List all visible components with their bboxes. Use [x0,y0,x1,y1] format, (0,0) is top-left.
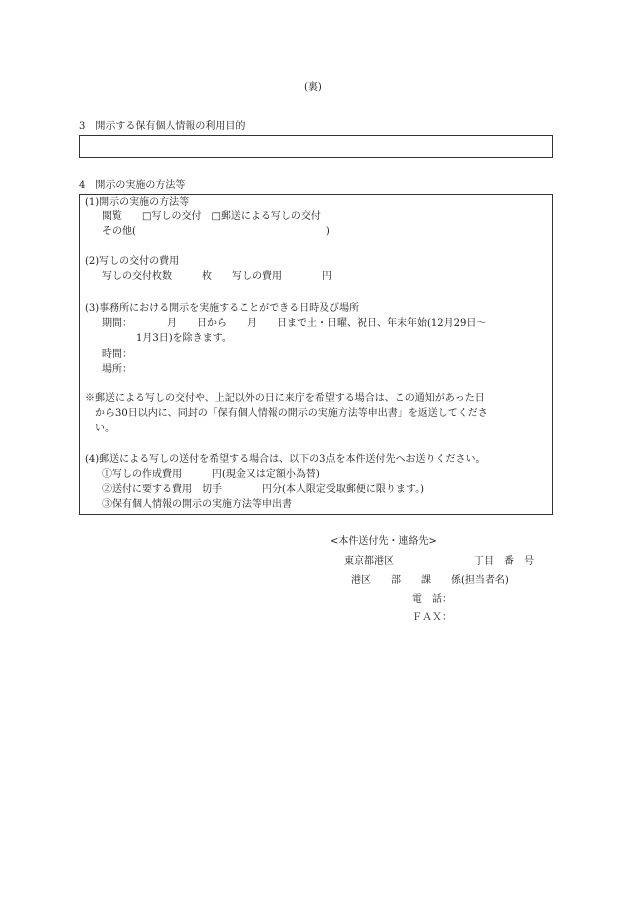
cost-title: (2)写しの交付の費用 [85,256,180,267]
implementation-box [79,194,553,515]
section3-heading: 3 開示する保有個人情報の利用目的 [79,121,246,132]
method-options: 閲覧 □写しの交付 □郵送による写しの交付 [102,211,321,222]
schedule-title: (3)事務所における開示を実施することができる日時及び場所 [85,303,360,314]
purpose-field[interactable] [79,135,553,158]
contact-department: 港区 部 課 係(担当者名) [351,575,509,586]
page-label: (裏) [304,82,322,93]
contact-title: <本件送付先・連絡先> [330,536,437,547]
section4-heading: 4 開示の実施の方法等 [79,180,186,191]
method-other: その他( ) [102,226,330,237]
note-line3: い。 [95,423,115,434]
contact-phone: 電 話： [412,594,452,605]
contact-fax: ＦＡＸ： [412,612,452,623]
schedule-period-cont: 1月3日)を除きます。 [136,333,232,344]
method-title: (1)開示の実施の方法等 [85,197,190,208]
schedule-place: 場所： [102,364,132,375]
mail-title: (4)郵送による写しの送付を希望する場合は、以下の3点を本件送付先へお送りください。 [85,454,486,465]
mail-item3: ③保有個人情報の開示の実施方法等申出書 [102,499,292,510]
cost-line: 写しの交付枚数 枚 写しの費用 円 [102,271,332,282]
note-line1: ※郵送による写しの交付や、上記以外の日に来庁を希望する場合は、この通知があった日 [85,393,485,404]
mail-item1: ①写しの作成費用 円(現金又は定額小為替) [102,469,320,480]
mail-item2: ②送付に要する費用 切手 円分(本人限定受取郵便に限ります。) [102,484,425,495]
schedule-period: 期間： 月 日から 月 日まで土・日曜、祝日、年末年始(12月29日～ [102,318,487,329]
schedule-time: 時間： [102,349,132,360]
contact-address: 東京都港区 丁目 番 号 [344,556,534,567]
note-line2: から30日以内に、同封の「保有個人情報の開示の実施方法等申出書」を返送してくださ [95,408,488,419]
